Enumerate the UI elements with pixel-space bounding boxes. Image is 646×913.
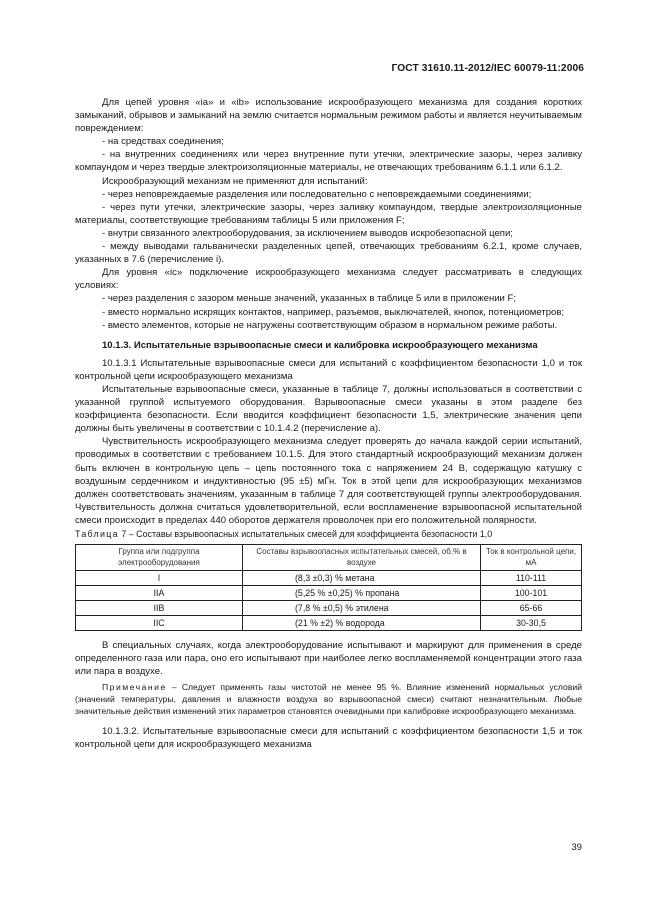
- table-row: [76, 601, 582, 616]
- table-caption-text: 7 – Составы взрывоопасных испытательных смесей для коэффициента безопасности 1,0: [118, 529, 493, 539]
- table-cell-current: 65-66: [481, 601, 582, 616]
- list-item: - вместо элементов, которые не нагружены соответствующим образом в нормальном режиме работы.: [102, 319, 558, 331]
- table-cell-current: 100-101: [481, 586, 582, 601]
- page-content: [75, 96, 582, 751]
- note-label: Примечание: [102, 682, 167, 693]
- note-text: – Следует применять газы чистотой не менее 95 %. Влияние изменений нормальных условий (значений температуры, давления и влажности воздуха во взрывоопасной смеси) считают незначительным. Любые значительные действия изменений этих параметров становятся очевидными при калибровке искрообразующего механизма.: [75, 682, 582, 716]
- table-cell-mixture: (8,3 ±0,3) % метана: [243, 571, 481, 586]
- table-row: [76, 616, 582, 631]
- table-cell-group: I: [76, 571, 243, 586]
- table-cell-mixture: (5,25 % ±0,25) % пропана: [243, 586, 481, 601]
- table-header-row: [76, 545, 582, 571]
- paragraph: Для уровня «ic» подключение искрообразующего механизма следует рассматривать в следующих условиях:: [75, 267, 582, 292]
- paragraph: Чувствительность искрообразующего механизма следует проверять до начала каждой серии испытаний, проводимых в соответствии с требованием 10.1.5. Для этого стандартный искрообразующий механизм должен быть включен в контрольную цепь – цепь постоянного тока с напряжением 24 В, содержащую катушку с воздушным сердечником и индуктивностью (95 ±5) мГн. Ток в этой цепи для искрообразующих механизмов должен соответствовать значениям, указанным в таблице 7 для соответствующей группы электрооборудования. Чувствительность должна считаться удовлетворительной, если воспламенение взрывоопасной испытательной смеси происходит в пределах 440 оборотов держателя проволочек при его положительной полярности.: [75, 436, 582, 526]
- list-item: - на средствах соединения;: [102, 136, 224, 148]
- list-item: - через неповреждаемые разделения или последовательно с неповреждаемыми соединениями;: [102, 188, 532, 200]
- subsection-title: 10.1.3.1 Испытательные взрывоопасные смеси для испытаний с коэффициентом безопасности 1,0 и ток контрольной цепи искрообразующего механизма: [75, 357, 582, 382]
- list-item: - между выводами гальванически разделенных цепей, отвечающих требованиям 6.2.1, кроме случаев, указанных в 7.6 (перечисление i).: [75, 241, 582, 266]
- list-item: - вместо нормально искрящих контактов, например, разъемов, выключателей, кнопок, потенциометров;: [102, 306, 565, 318]
- table-cell-group: IIA: [76, 586, 243, 601]
- table-cell-current: 110-111: [481, 571, 582, 586]
- column-header-current: Ток в контрольной цепи, мА: [481, 545, 582, 571]
- paragraph: Для цепей уровня «ia» и «ib» использование искрообразующего механизма для создания коротких замыканий, обрывов и замыканий на землю считается нормальным режимом работы и является неучитываемым повреждением:: [75, 97, 582, 135]
- table-cell-current: 30-30,5: [481, 616, 582, 631]
- column-header-group: Группа или подгруппа электрооборудования: [76, 545, 243, 571]
- list-item: - через разделения с зазором меньше значений, указанных в таблице 5 или в приложении F;: [102, 293, 517, 305]
- paragraph: Искрообразующий механизм не применяют для испытаний:: [102, 175, 368, 187]
- list-item: - на внутренних соединениях или через внутренние пути утечки, электрические зазоры, через заливку компаундом и через твердые электроизоляционные материалы, не отвечающих требованиям 6.1.1 или 6.1.2.: [75, 149, 582, 174]
- note: [75, 682, 582, 717]
- list-item: - через пути утечки, электрические зазоры, через заливку компаундом, твердые электроизоляционные материалы, соответствующие требованиям таблицы 5 или приложения F;: [75, 201, 582, 226]
- paragraph: Испытательные взрывоопасные смеси, указанные в таблице 7, должны использоваться в соответствии с указанной группой испытуемого оборудования. Взрывоопасные смеси указаны в этом разделе без коэффициента безопасности. Если вводится коэффициент безопасности 1,5, электрические значения цепи должны быть увеличены в соответствии с 10.1.4.2 (перечисление а).: [75, 383, 582, 435]
- table-cell-mixture: (7,8 % ±0,5) % этилена: [243, 601, 481, 616]
- paragraph: В специальных случаях, когда электрооборудование испытывают и маркируют для применения в среде определенного газа или пара, оно его испытывают при наиболее легко воспламеняемой концентрации этого газа или пара в воздухе.: [75, 640, 582, 678]
- table-cell-group: IIC: [76, 616, 243, 631]
- document-header: ГОСТ 31610.11-2012/IEC 60079-11:2006: [391, 63, 584, 74]
- page-number: 39: [571, 842, 582, 853]
- table-cell-mixture: (21 % ±2) % водорода: [243, 616, 481, 631]
- table-caption: [75, 528, 582, 541]
- section-heading: 10.1.3. Испытательные взрывоопасные смеси и калибровка искрообразующего механизма: [102, 339, 538, 351]
- table-row: [76, 571, 582, 586]
- table-cell-group: IIB: [76, 601, 243, 616]
- table-caption-label: Таблица: [75, 529, 119, 539]
- mixtures-table: [75, 544, 582, 631]
- list-item: - внутри связанного электрооборудования, за исключением выводов искробезопасной цепи;: [102, 227, 513, 239]
- column-header-mixture: Составы взрывоопасных испытательных смесей, об.% в воздухе: [243, 545, 481, 571]
- subsection-title: 10.1.3.2. Испытательные взрывоопасные смеси для испытаний с коэффициентом безопасности 1,5 и ток контрольной цепи для искрообразующего механизма: [75, 726, 582, 751]
- table-row: [76, 586, 582, 601]
